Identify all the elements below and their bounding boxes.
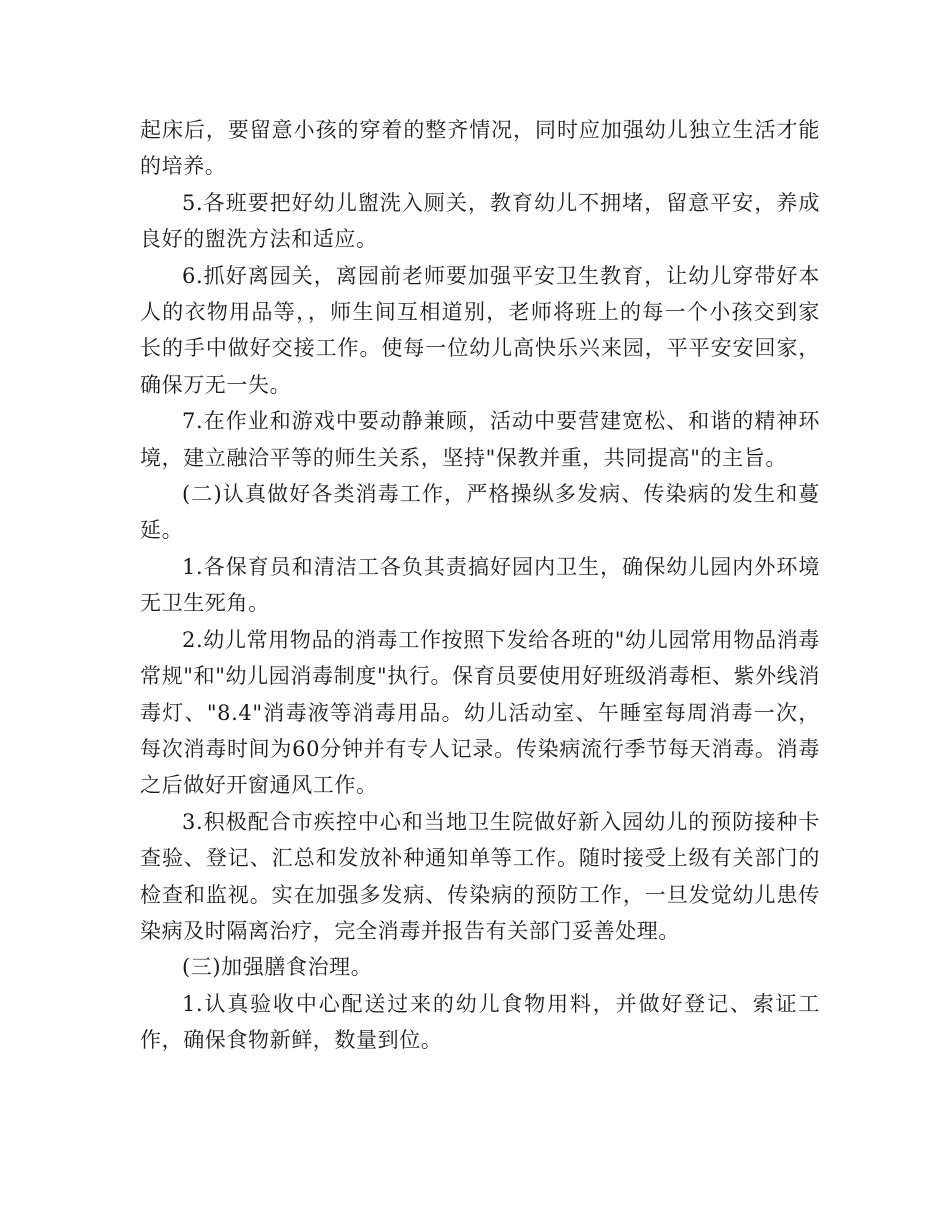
- document-body: [140, 112, 820, 1059]
- paragraph-continuation: 起床后，要留意小孩的穿着的整齐情况，同时应加强幼儿独立生活才能的培养。: [140, 118, 820, 179]
- paragraph-food-1: 1.认真验收中心配送过来的幼儿食物用料，并做好登记、索证工作，确保食物新鲜，数量到位。: [140, 991, 820, 1053]
- paragraph-disinfection-3: 3.积极配合市疾控中心和当地卫生院做好新入园幼儿的预防接种卡查验、登记、汇总和发放补种通知单等工作。随时接受上级有关部门的检查和监视。实在加强多发病、传染病的预防工作，一旦发觉幼儿患传染病及时隔离治疗，完全消毒并报告有关部门妥善处理。: [140, 809, 820, 943]
- section-heading-2: (二)认真做好各类消毒工作，严格操纵多发病、传染病的发生和蔓延。: [140, 482, 820, 543]
- section-heading-3: (三)加强膳食治理。: [182, 955, 373, 980]
- paragraph-disinfection-2: 2.幼儿常用物品的消毒工作按照下发给各班的"幼儿园常用物品消毒常规"和"幼儿园消毒制度"执行。保育员要使用好班级消毒柜、紫外线消毒灯、"8.4"消毒液等消毒用品。幼儿活动室、午睡室每周消毒一次，每次消毒时间为60分钟并有专人记录。传染病流行季节每天消毒。消毒之后做好开窗通风工作。: [140, 627, 820, 798]
- paragraph-disinfection-1: 1.各保育员和清洁工各负其责搞好园内卫生，确保幼儿园内外环境无卫生死角。: [140, 554, 820, 616]
- paragraph-item-7: 7.在作业和游戏中要动静兼顾，活动中要营建宽松、和谐的精神环境，建立融洽平等的师生关系，坚持"保教并重，共同提高"的主旨。: [140, 409, 820, 470]
- paragraph-item-6: 6.抓好离园关，离园前老师要加强平安卫生教育，让幼儿穿带好本人的衣物用品等，，师生间互相道别，老师将班上的每一个小孩交到家长的手中做好交接工作。使每一位幼儿高快乐兴来园，平平安安回家，确保万无一失。: [140, 263, 820, 397]
- paragraph-item-5: 5.各班要把好幼儿盥洗入厕关，教育幼儿不拥堵，留意平安，养成良好的盥洗方法和适应。: [140, 190, 820, 252]
